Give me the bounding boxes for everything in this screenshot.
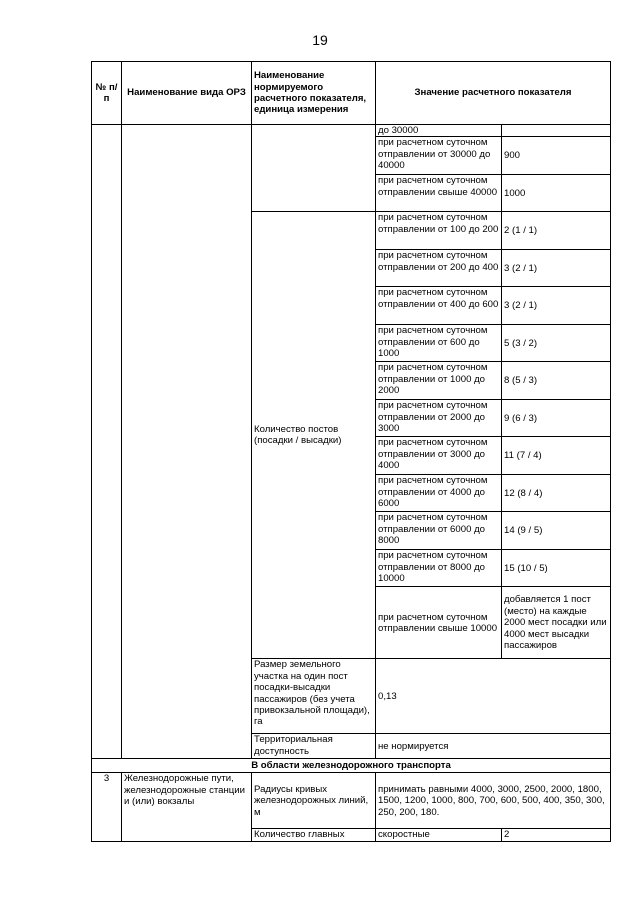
value-cell: 15 (10 / 5)	[502, 550, 611, 587]
condition-cell: при расчетном суточном отправлении от 100 до 200	[376, 212, 502, 250]
value-cell: 3 (2 / 1)	[502, 250, 611, 287]
condition-cell: при расчетном суточном отправлении свыше 40000	[376, 175, 502, 212]
header-num: № п/п	[92, 62, 122, 125]
condition-cell: при расчетном суточном отправлении от 8000 до 10000	[376, 550, 502, 587]
value-cell: 5 (3 / 2)	[502, 325, 611, 362]
condition-cell: при расчетном суточном отправлении от 30000 до 40000	[376, 137, 502, 175]
access-value-cell: не нормируется	[376, 734, 611, 759]
rail-num-cell: 3	[92, 773, 122, 842]
normative-table	[91, 61, 611, 842]
value-cell: 3 (2 / 1)	[502, 287, 611, 325]
condition-cell: при расчетном суточном отправлении свыше 10000	[376, 587, 502, 659]
main-tracks-indicator-cell: Количество главных	[252, 829, 376, 842]
condition-cell: до 30000	[376, 125, 502, 137]
access-indicator-cell: Территориальная доступность	[252, 734, 376, 759]
num-cell-continued	[92, 125, 122, 759]
radius-value-cell: принимать равными 4000, 3000, 2500, 2000, 1800, 1500, 1200, 1000, 800, 700, 600, 500, 400, 350, 300, 250, 200, 180.	[376, 773, 611, 829]
condition-cell: при расчетном суточном отправлении от 400 до 600	[376, 287, 502, 325]
condition-cell: при расчетном суточном отправлении от 6000 до 8000	[376, 512, 502, 550]
value-cell: добавляется 1 пост (место) на каждые 2000 мест посадки или 4000 мест высадки пассажиров	[502, 587, 611, 659]
section-row	[92, 759, 611, 773]
table-row	[92, 773, 611, 829]
radius-indicator-cell: Радиусы кривых железнодорожных линий, м	[252, 773, 376, 829]
value-cell: 900	[502, 137, 611, 175]
header-indicator: Наименование нормируемого расчетного показателя, единица измерения	[252, 62, 376, 125]
value-cell: 9 (6 / 3)	[502, 400, 611, 437]
posts-indicator-cell: Количество постов (посадки / высадки)	[252, 212, 376, 659]
condition-cell: при расчетном суточном отправлении от 3000 до 4000	[376, 437, 502, 475]
main-tracks-condition-cell: скоростные	[376, 829, 502, 842]
value-cell: 14 (9 / 5)	[502, 512, 611, 550]
main-tracks-value-cell: 2	[502, 829, 611, 842]
page-number: 19	[312, 32, 328, 48]
condition-cell: при расчетном суточном отправлении от 2000 до 3000	[376, 400, 502, 437]
rail-type-cell: Железнодорожные пути, железнодорожные станции и (или) вокзалы	[122, 773, 252, 842]
condition-cell: при расчетном суточном отправлении от 1000 до 2000	[376, 362, 502, 400]
indicator-cell-continued	[252, 125, 376, 212]
condition-cell: при расчетном суточном отправлении от 200 до 400	[376, 250, 502, 287]
section-heading: В области железнодорожного транспорта	[92, 759, 611, 773]
value-cell: 8 (5 / 3)	[502, 362, 611, 400]
value-cell: 12 (8 / 4)	[502, 475, 611, 512]
condition-cell: при расчетном суточном отправлении от 600 до 1000	[376, 325, 502, 362]
table-row	[92, 125, 611, 137]
header-type: Наименование вида ОРЗ	[122, 62, 252, 125]
value-cell	[502, 125, 611, 137]
condition-cell: при расчетном суточном отправлении от 4000 до 6000	[376, 475, 502, 512]
table-header-row	[92, 62, 611, 125]
header-value: Значение расчетного показателя	[376, 62, 611, 125]
land-value-cell: 0,13	[376, 659, 611, 734]
value-cell: 2 (1 / 1)	[502, 212, 611, 250]
value-cell: 11 (7 / 4)	[502, 437, 611, 475]
type-cell-continued	[122, 125, 252, 759]
land-indicator-cell: Размер земельного участка на один пост посадки-высадки пассажиров (без учета привокзальной площади), га	[252, 659, 376, 734]
value-cell: 1000	[502, 175, 611, 212]
